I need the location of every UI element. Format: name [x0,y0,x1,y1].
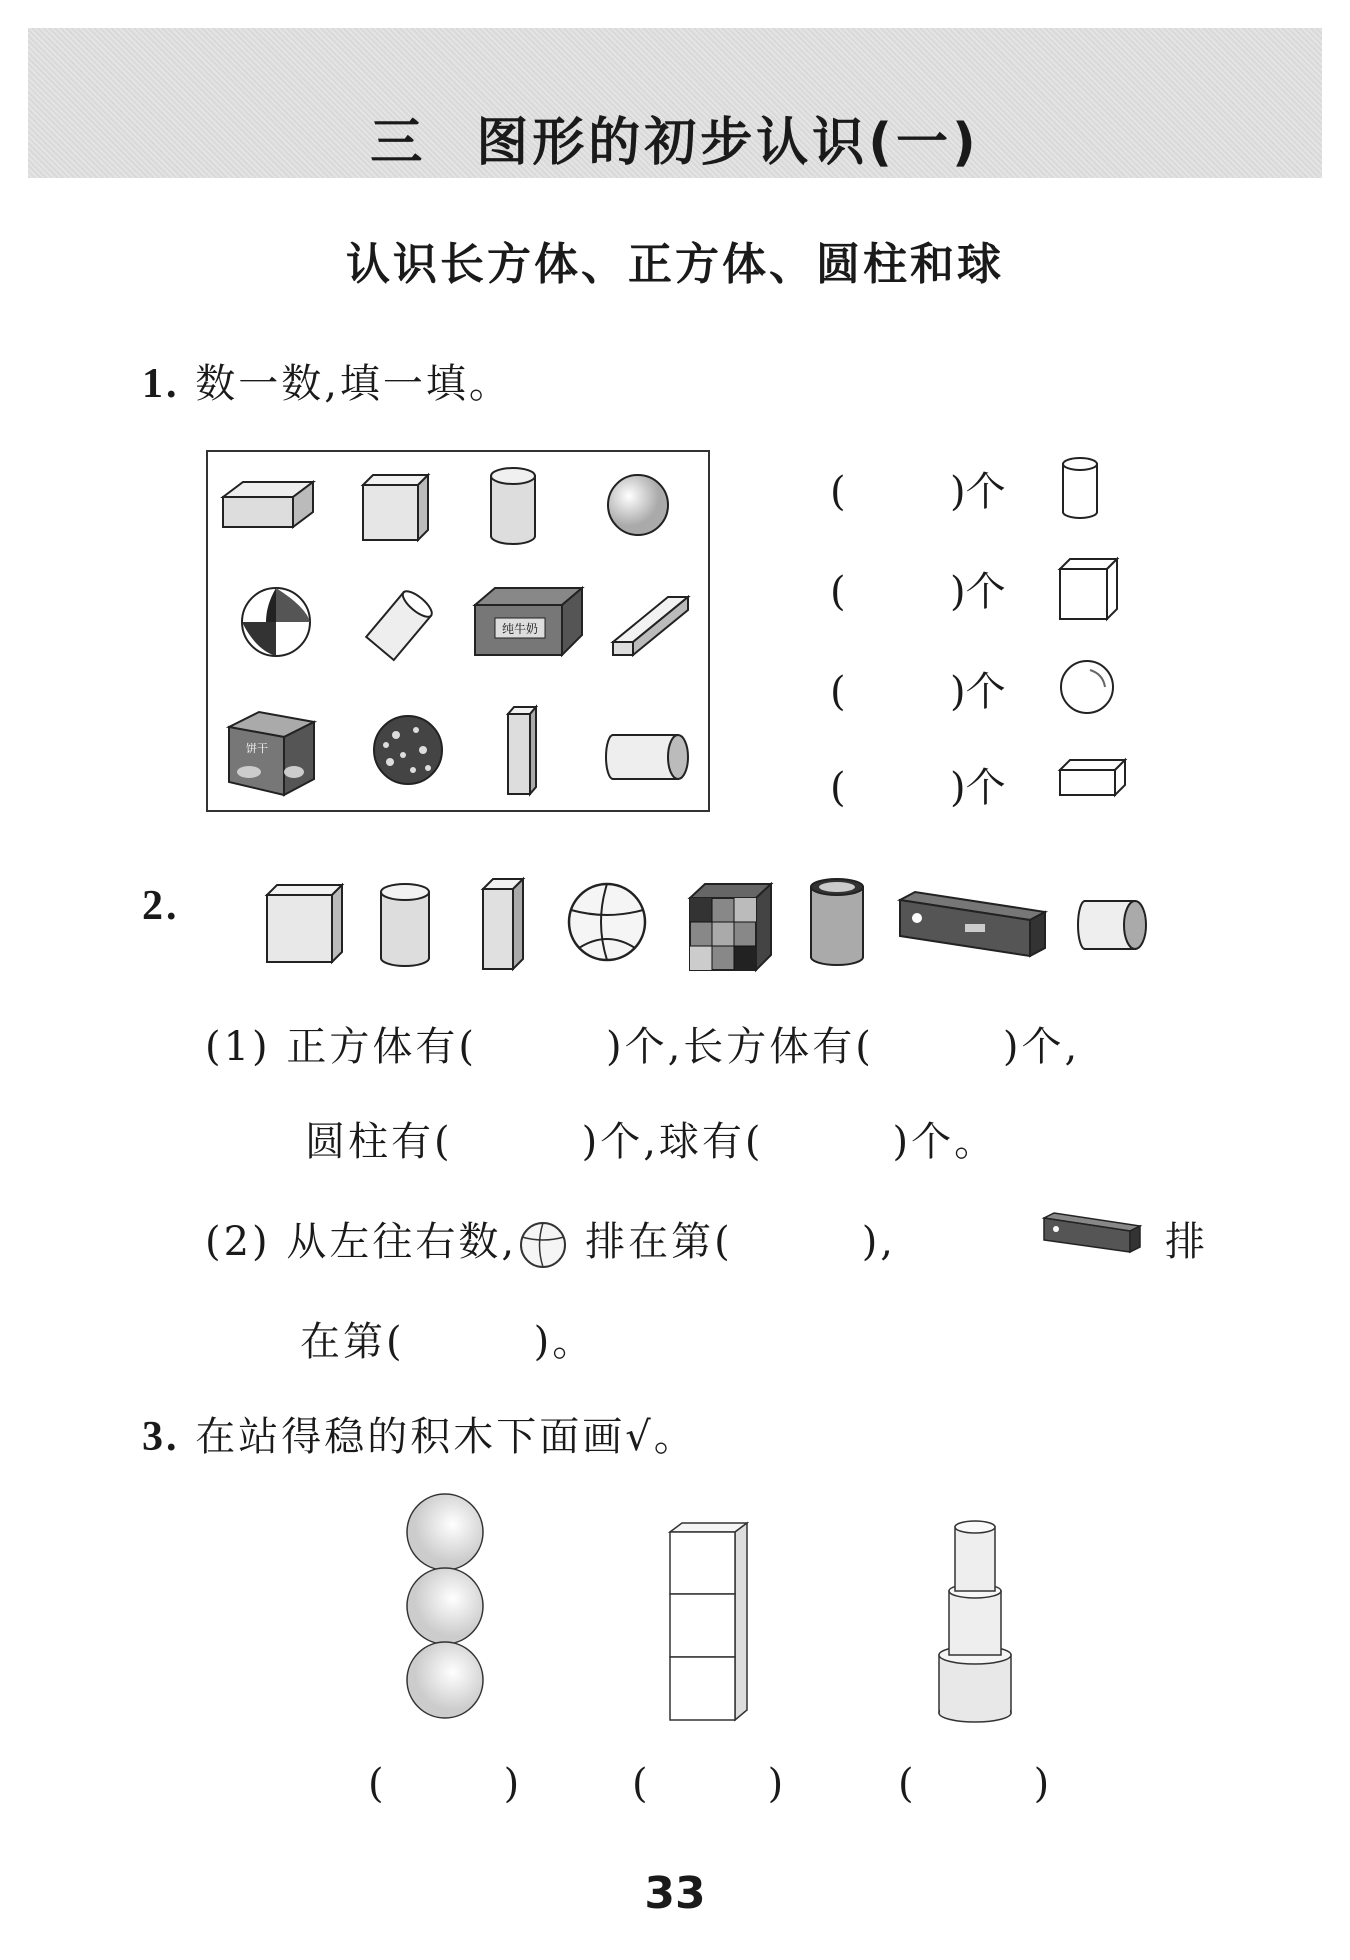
question-2-sub2-line1: (2) 从左往右数, 排在第( ), [205,1210,896,1271]
stacked-spheres-icon [400,1492,490,1727]
question-2-sub2-line2: 在第( )。 [300,1319,596,1365]
cube-icon [262,880,352,970]
chapter-number: 三 [370,113,427,173]
sphere-icon [1055,654,1120,719]
count-answer-blank[interactable]: )个 [950,569,1006,615]
answer-blank-1[interactable]: ( ) [368,1761,520,1807]
milk-box-icon [470,580,590,665]
cube-icon [1055,554,1125,624]
pencil-box-icon [1040,1210,1145,1258]
question-1 [142,352,512,409]
pencil-box-icon [895,888,1055,968]
lying-cylinder-icon [1075,895,1155,955]
volleyball-icon [517,1219,569,1271]
volleyball-icon [565,880,650,965]
biscuit-box-label: 饼干 [246,742,268,755]
cube-icon [358,470,438,550]
count-row-cylinder: ( )个 [830,460,1006,517]
cuboid-icon [218,472,318,542]
count-row-cuboid: ( )个 [830,756,1006,813]
cylinder-icon [375,880,435,970]
stacked-cylinders-icon [935,1515,1015,1730]
can-icon [805,875,870,970]
biscuit-box-icon [224,707,324,802]
long-cuboid-icon [608,592,698,662]
shape-figure-box [206,450,710,812]
cuboid-icon [1055,750,1130,810]
cylinder-icon [1055,454,1105,524]
page-number: 33 [644,1868,706,1919]
question-2-sub1-line1: (1) 正方体有( )个,长方体有( )个, [205,1024,1081,1070]
chapter-title-text: 图形的初步认识(一) [476,113,980,173]
section-title: 认识长方体、正方体、圆柱和球 [346,239,1004,290]
tall-cuboid-icon [475,875,535,975]
question-3-instruction: 在站得稳的积木下面画√。 [195,1414,697,1460]
question-2-number: 2. [142,883,180,929]
answer-blank-3[interactable]: ( ) [898,1761,1050,1807]
chapter-title [0,100,1350,175]
question-1-number: 1. [142,361,180,407]
count-row-cube: ( )个 [830,560,1006,617]
question-3-number: 3. [142,1414,180,1460]
question-3 [142,1405,697,1462]
rubiks-cube-icon [685,880,775,975]
count-answer-blank[interactable]: )个 [950,469,1006,515]
question-2-sub1-line2: 圆柱有( )个,球有( )个。 [305,1119,998,1165]
question-1-instruction: 数一数,填一填。 [195,361,512,407]
cylinder-icon [483,464,543,549]
dotted-ball-icon [368,710,448,790]
answer-blank-2[interactable]: ( ) [632,1761,784,1807]
beach-ball-icon [236,582,316,662]
count-answer-blank[interactable]: )个 [950,765,1006,811]
question-2-sub2-tail: 排 [1165,1219,1208,1265]
milk-box-label: 纯牛奶 [501,622,539,636]
tall-cuboid-icon [498,702,548,802]
lying-cylinder-icon [603,727,698,787]
count-answer-blank[interactable]: )个 [950,669,1006,715]
count-row-sphere: ( )个 [830,660,1006,717]
stacked-cubes-icon [665,1520,755,1725]
sphere-icon [603,470,673,540]
tilted-cylinder-icon [358,587,438,667]
